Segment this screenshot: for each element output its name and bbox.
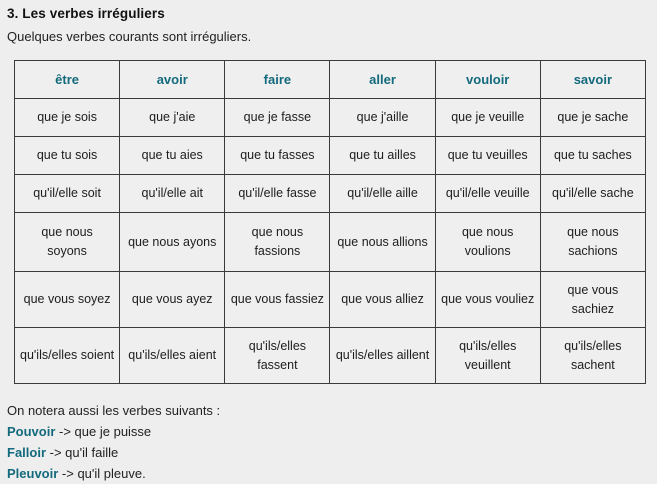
conjugation-table-container <box>14 60 645 384</box>
cell-savoir-nous: que nous sachions <box>540 213 645 272</box>
cell-faire-il: qu'il/elle fasse <box>225 175 330 213</box>
table-row <box>15 213 646 272</box>
cell-etre-nous: que nous soyons <box>15 213 120 272</box>
cell-avoir-il: qu'il/elle ait <box>120 175 225 213</box>
cell-etre-ils: qu'ils/elles soient <box>15 328 120 384</box>
cell-vouloir-tu: que tu veuilles <box>435 137 540 175</box>
cell-etre-tu: que tu sois <box>15 137 120 175</box>
cell-aller-tu: que tu ailles <box>330 137 435 175</box>
cell-savoir-il: qu'il/elle sache <box>540 175 645 213</box>
footer-item-pleuvoir <box>7 463 657 484</box>
cell-vouloir-vous: que vous vouliez <box>435 272 540 328</box>
cell-avoir-ils: qu'ils/elles aient <box>120 328 225 384</box>
footer-item-pouvoir <box>7 421 657 442</box>
cell-etre-il: qu'il/elle soit <box>15 175 120 213</box>
footer-note <box>7 400 657 484</box>
verb-form-pleuvoir: -> qu'il pleuve. <box>58 466 146 481</box>
column-header-avoir: avoir <box>120 61 225 99</box>
cell-avoir-vous: que vous ayez <box>120 272 225 328</box>
column-header-faire: faire <box>225 61 330 99</box>
cell-aller-vous: que vous alliez <box>330 272 435 328</box>
cell-faire-tu: que tu fasses <box>225 137 330 175</box>
table-body <box>15 99 646 384</box>
verb-label-pleuvoir: Pleuvoir <box>7 466 59 481</box>
table-row <box>15 99 646 137</box>
table-header-row <box>15 61 646 99</box>
cell-avoir-nous: que nous ayons <box>120 213 225 272</box>
cell-vouloir-je: que je veuille <box>435 99 540 137</box>
conjugation-table <box>14 60 646 384</box>
table-row <box>15 175 646 213</box>
cell-avoir-je: que j'aie <box>120 99 225 137</box>
cell-aller-nous: que nous allions <box>330 213 435 272</box>
verb-label-pouvoir: Pouvoir <box>7 424 56 439</box>
footer-item-falloir <box>7 442 657 463</box>
section-intro-text: Quelques verbes courants sont irréguliers. <box>7 29 252 44</box>
column-header-vouloir: vouloir <box>435 61 540 99</box>
cell-etre-je: que je sois <box>15 99 120 137</box>
cell-etre-vous: que vous soyez <box>15 272 120 328</box>
cell-faire-je: que je fasse <box>225 99 330 137</box>
table-row <box>15 137 646 175</box>
column-header-etre: être <box>15 61 120 99</box>
cell-savoir-ils: qu'ils/elles sachent <box>540 328 645 384</box>
verb-form-falloir: -> qu'il faille <box>46 445 119 460</box>
cell-vouloir-ils: qu'ils/elles veuillent <box>435 328 540 384</box>
cell-savoir-je: que je sache <box>540 99 645 137</box>
verb-label-falloir: Falloir <box>7 445 47 460</box>
cell-aller-je: que j'aille <box>330 99 435 137</box>
cell-aller-il: qu'il/elle aille <box>330 175 435 213</box>
footer-intro-text: On notera aussi les verbes suivants : <box>7 403 221 418</box>
cell-savoir-vous: que vous sachiez <box>540 272 645 328</box>
cell-aller-ils: qu'ils/elles aillent <box>330 328 435 384</box>
column-header-savoir: savoir <box>540 61 645 99</box>
cell-avoir-tu: que tu aies <box>120 137 225 175</box>
column-header-aller: aller <box>330 61 435 99</box>
cell-savoir-tu: que tu saches <box>540 137 645 175</box>
page-title: 3. Les verbes irréguliers <box>7 6 165 21</box>
table-header <box>15 61 646 99</box>
cell-faire-ils: qu'ils/elles fassent <box>225 328 330 384</box>
cell-faire-nous: que nous fassions <box>225 213 330 272</box>
table-row <box>15 272 646 328</box>
cell-vouloir-nous: que nous voulions <box>435 213 540 272</box>
table-row <box>15 328 646 384</box>
cell-faire-vous: que vous fassiez <box>225 272 330 328</box>
cell-vouloir-il: qu'il/elle veuille <box>435 175 540 213</box>
verb-form-pouvoir: -> que je puisse <box>55 424 152 439</box>
